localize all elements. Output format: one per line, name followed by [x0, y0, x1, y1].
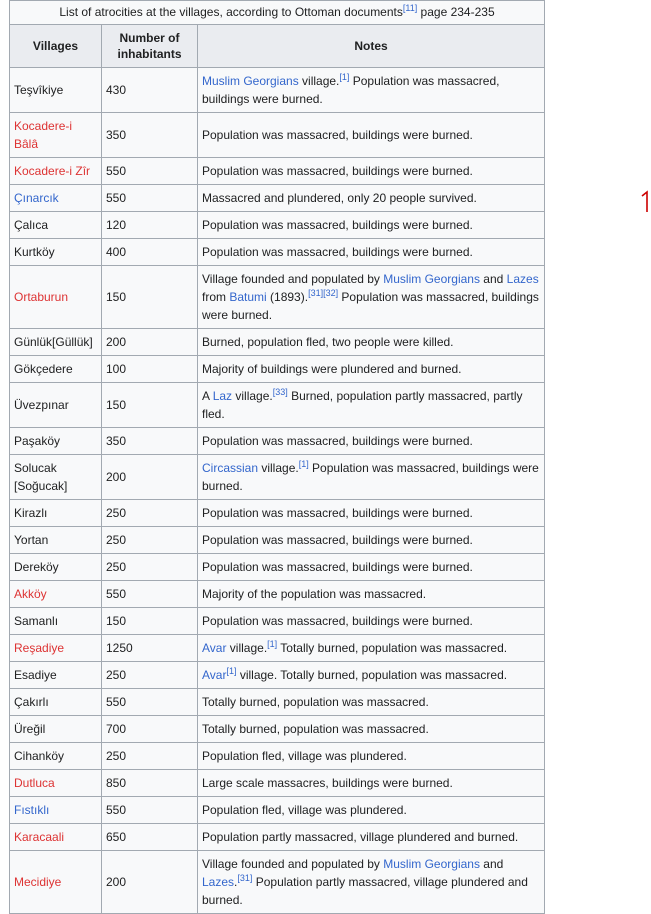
table-row [10, 608, 545, 635]
note-text: Population was massacred, buildings were burned. [202, 506, 473, 520]
table-row [10, 356, 545, 383]
village-name: Solucak [Soğucak] [14, 461, 68, 493]
village-cell [10, 527, 102, 554]
village-cell[interactable] [10, 797, 102, 824]
table-row [10, 266, 545, 329]
table-row [10, 716, 545, 743]
note-text: Village founded and populated by [202, 857, 384, 871]
village-name: Gökçedere [14, 362, 73, 376]
notes-cell [198, 554, 545, 581]
reference-link[interactable]: [1] [298, 459, 309, 469]
inhabitants-cell: 400 [102, 239, 198, 266]
notes-cell [198, 500, 545, 527]
note-link[interactable]: Muslim Georgians [383, 272, 480, 286]
note-link[interactable]: Avar [202, 641, 227, 655]
note-text: Village founded and populated by [202, 272, 384, 286]
village-cell [10, 329, 102, 356]
reference-link[interactable]: [31][32] [308, 288, 339, 298]
table-row [10, 635, 545, 662]
reference-link[interactable]: [1] [267, 639, 278, 649]
village-cell [10, 716, 102, 743]
notes-cell [198, 851, 545, 914]
table-row [10, 113, 545, 158]
table-row [10, 500, 545, 527]
notes-cell [198, 770, 545, 797]
note-text: Population was massacred, buildings were burned. [202, 245, 473, 259]
inhabitants-cell: 250 [102, 743, 198, 770]
note-text: village. [226, 641, 268, 655]
note-text: village. [298, 74, 340, 88]
village-cell[interactable] [10, 185, 102, 212]
reference-link[interactable]: [1] [226, 666, 237, 676]
note-text: and [479, 272, 507, 286]
village-cell [10, 608, 102, 635]
notes-cell [198, 383, 545, 428]
reference-link[interactable]: [33] [272, 387, 288, 397]
note-text: Majority of buildings were plundered and burned. [202, 362, 462, 376]
header-villages: Villages [10, 25, 102, 68]
note-text: Population was massacred, buildings were burned. [202, 218, 473, 232]
note-link[interactable]: Circassian [202, 461, 259, 475]
village-cell[interactable] [10, 635, 102, 662]
village-name: Üreğil [14, 722, 46, 736]
note-text: Totally burned, population was massacred. [277, 641, 508, 655]
notes-cell [198, 329, 545, 356]
village-name[interactable]: Mecidiye [14, 875, 62, 889]
village-cell [10, 455, 102, 500]
table-row [10, 329, 545, 356]
atrocities-table-container [9, 0, 544, 914]
caption-reference[interactable]: [11] [402, 3, 418, 13]
notes-cell [198, 716, 545, 743]
note-link[interactable]: Muslim Georgians [383, 857, 480, 871]
notes-cell [198, 689, 545, 716]
red-stroke-mark [641, 188, 651, 214]
village-cell [10, 428, 102, 455]
village-cell [10, 383, 102, 428]
table-row [10, 428, 545, 455]
village-name: Esadiye [14, 668, 57, 682]
note-text: Population partly massacred, village plundered and burned. [202, 830, 519, 844]
note-link[interactable]: Avar [202, 668, 227, 682]
village-name: Teşvîkiye [14, 83, 64, 97]
village-cell[interactable] [10, 158, 102, 185]
village-cell[interactable] [10, 824, 102, 851]
inhabitants-cell: 250 [102, 662, 198, 689]
notes-cell [198, 635, 545, 662]
inhabitants-cell: 200 [102, 455, 198, 500]
inhabitants-cell: 350 [102, 113, 198, 158]
village-name[interactable]: Kocadere-i Zîr [14, 164, 91, 178]
note-text: . [234, 875, 238, 889]
note-text: village. Totally burned, population was massacred. [236, 668, 508, 682]
table-body [10, 68, 545, 914]
notes-cell [198, 581, 545, 608]
table-row [10, 770, 545, 797]
notes-cell [198, 428, 545, 455]
village-cell[interactable] [10, 770, 102, 797]
notes-cell [198, 608, 545, 635]
notes-cell [198, 356, 545, 383]
village-name[interactable]: Fıstıklı [14, 803, 50, 817]
atrocities-table [9, 0, 545, 914]
notes-cell [198, 743, 545, 770]
village-name: Kurtköy [14, 245, 55, 259]
note-text: Majority of the population was massacred. [202, 587, 427, 601]
note-text: Population was massacred, buildings were burned. [202, 560, 473, 574]
table-row [10, 797, 545, 824]
table-row [10, 662, 545, 689]
village-name[interactable]: Dutluca [14, 776, 55, 790]
note-text: Population was massacred, buildings were burned. [202, 533, 473, 547]
note-text: Burned, population partly massacred, partly fled. [202, 389, 523, 421]
notes-cell [198, 239, 545, 266]
village-name: Yortan [14, 533, 49, 547]
village-name: Çalıca [14, 218, 49, 232]
table-row [10, 554, 545, 581]
inhabitants-cell: 250 [102, 500, 198, 527]
note-text: Population was massacred, buildings were burned. [202, 461, 539, 493]
header-inhabitants: Number of inhabitants [102, 25, 198, 68]
note-text: Population was massacred, buildings were burned. [202, 614, 473, 628]
caption-pages: page 234-235 [417, 5, 495, 19]
notes-cell [198, 824, 545, 851]
village-name: Paşaköy [14, 434, 61, 448]
note-text: Population fled, village was plundered. [202, 749, 407, 763]
village-cell [10, 356, 102, 383]
note-text: Large scale massacres, buildings were burned. [202, 776, 453, 790]
table-row [10, 212, 545, 239]
note-text: Burned, population fled, two people were killed. [202, 335, 454, 349]
village-name: Üvezpınar [14, 398, 69, 412]
inhabitants-cell: 850 [102, 770, 198, 797]
note-text: Population was massacred, buildings were burned. [202, 164, 473, 178]
inhabitants-cell: 550 [102, 185, 198, 212]
inhabitants-cell: 650 [102, 824, 198, 851]
table-row [10, 68, 545, 113]
note-text: and [479, 857, 504, 871]
notes-cell [198, 662, 545, 689]
village-name: Cihanköy [14, 749, 65, 763]
note-link[interactable]: Lazes [202, 875, 235, 889]
village-cell [10, 689, 102, 716]
header-notes: Notes [198, 25, 545, 68]
village-name: Kirazlı [14, 506, 48, 520]
note-link[interactable]: Batumi [229, 290, 267, 304]
note-link[interactable]: Laz [212, 389, 233, 403]
village-name: Dereköy [14, 560, 59, 574]
inhabitants-cell: 200 [102, 851, 198, 914]
inhabitants-cell: 150 [102, 266, 198, 329]
table-row [10, 689, 545, 716]
notes-cell [198, 68, 545, 113]
note-text: Population partly massacred, village plundered and burned. [202, 875, 528, 907]
village-name[interactable]: Akköy [14, 587, 47, 601]
village-cell [10, 68, 102, 113]
notes-cell [198, 212, 545, 239]
inhabitants-cell: 250 [102, 527, 198, 554]
village-cell[interactable] [10, 581, 102, 608]
note-text: village. [258, 461, 299, 475]
table-row [10, 743, 545, 770]
note-text: Totally burned, population was massacred. [202, 722, 429, 736]
note-text: (1893). [266, 290, 309, 304]
inhabitants-cell: 150 [102, 608, 198, 635]
reference-link[interactable]: [31] [237, 873, 253, 883]
inhabitants-cell: 1250 [102, 635, 198, 662]
note-text: Population was massacred, buildings were burned. [202, 290, 539, 322]
inhabitants-cell: 200 [102, 329, 198, 356]
notes-cell [198, 158, 545, 185]
inhabitants-cell: 350 [102, 428, 198, 455]
inhabitants-cell: 430 [102, 68, 198, 113]
village-name[interactable]: Çınarcık [14, 191, 59, 205]
inhabitants-cell: 550 [102, 581, 198, 608]
note-text: from [202, 290, 230, 304]
village-cell [10, 239, 102, 266]
table-row [10, 851, 545, 914]
village-cell[interactable] [10, 851, 102, 914]
note-text: Population fled, village was plundered. [202, 803, 407, 817]
village-cell[interactable] [10, 113, 102, 158]
village-name: Çakırlı [14, 695, 49, 709]
notes-cell [198, 797, 545, 824]
village-cell [10, 554, 102, 581]
table-row [10, 527, 545, 554]
reference-link[interactable]: [1] [339, 72, 350, 82]
inhabitants-cell: 700 [102, 716, 198, 743]
village-name[interactable]: Ortaburun [14, 290, 69, 304]
inhabitants-cell: 100 [102, 356, 198, 383]
note-text: Population was massacred, buildings were burned. [202, 434, 473, 448]
inhabitants-cell: 550 [102, 797, 198, 824]
note-text: A [202, 389, 213, 403]
notes-cell [198, 527, 545, 554]
note-text: Population was massacred, buildings were burned. [202, 128, 473, 142]
inhabitants-cell: 120 [102, 212, 198, 239]
village-cell [10, 500, 102, 527]
note-text: Massacred and plundered, only 20 people survived. [202, 191, 477, 205]
header-row [10, 25, 545, 68]
village-name: Günlük[Güllük] [14, 335, 93, 349]
village-name[interactable]: Reşadiye [14, 641, 65, 655]
village-name[interactable]: Karacaali [14, 830, 65, 844]
table-row [10, 824, 545, 851]
notes-cell [198, 113, 545, 158]
note-text: village. [232, 389, 273, 403]
table-row [10, 185, 545, 212]
village-cell [10, 743, 102, 770]
inhabitants-cell: 550 [102, 158, 198, 185]
notes-cell [198, 185, 545, 212]
note-text: Population was massacred, buildings were burned. [202, 74, 500, 106]
village-cell[interactable] [10, 266, 102, 329]
table-row [10, 158, 545, 185]
inhabitants-cell: 250 [102, 554, 198, 581]
inhabitants-cell: 550 [102, 689, 198, 716]
notes-cell [198, 455, 545, 500]
village-cell [10, 212, 102, 239]
village-name: Samanlı [14, 614, 59, 628]
table-row [10, 383, 545, 428]
village-name[interactable]: Kocadere-i Bâlâ [14, 119, 73, 151]
notes-cell [198, 266, 545, 329]
caption-text: List of atrocities at the villages, according to Ottoman documents [59, 5, 403, 19]
table-row [10, 239, 545, 266]
table-row [10, 581, 545, 608]
table-caption [9, 0, 545, 24]
note-text: Totally burned, population was massacred. [202, 695, 429, 709]
table-row [10, 455, 545, 500]
note-link[interactable]: Muslim Georgians [202, 74, 299, 88]
village-cell [10, 662, 102, 689]
inhabitants-cell: 150 [102, 383, 198, 428]
note-link[interactable]: Lazes [506, 272, 539, 286]
